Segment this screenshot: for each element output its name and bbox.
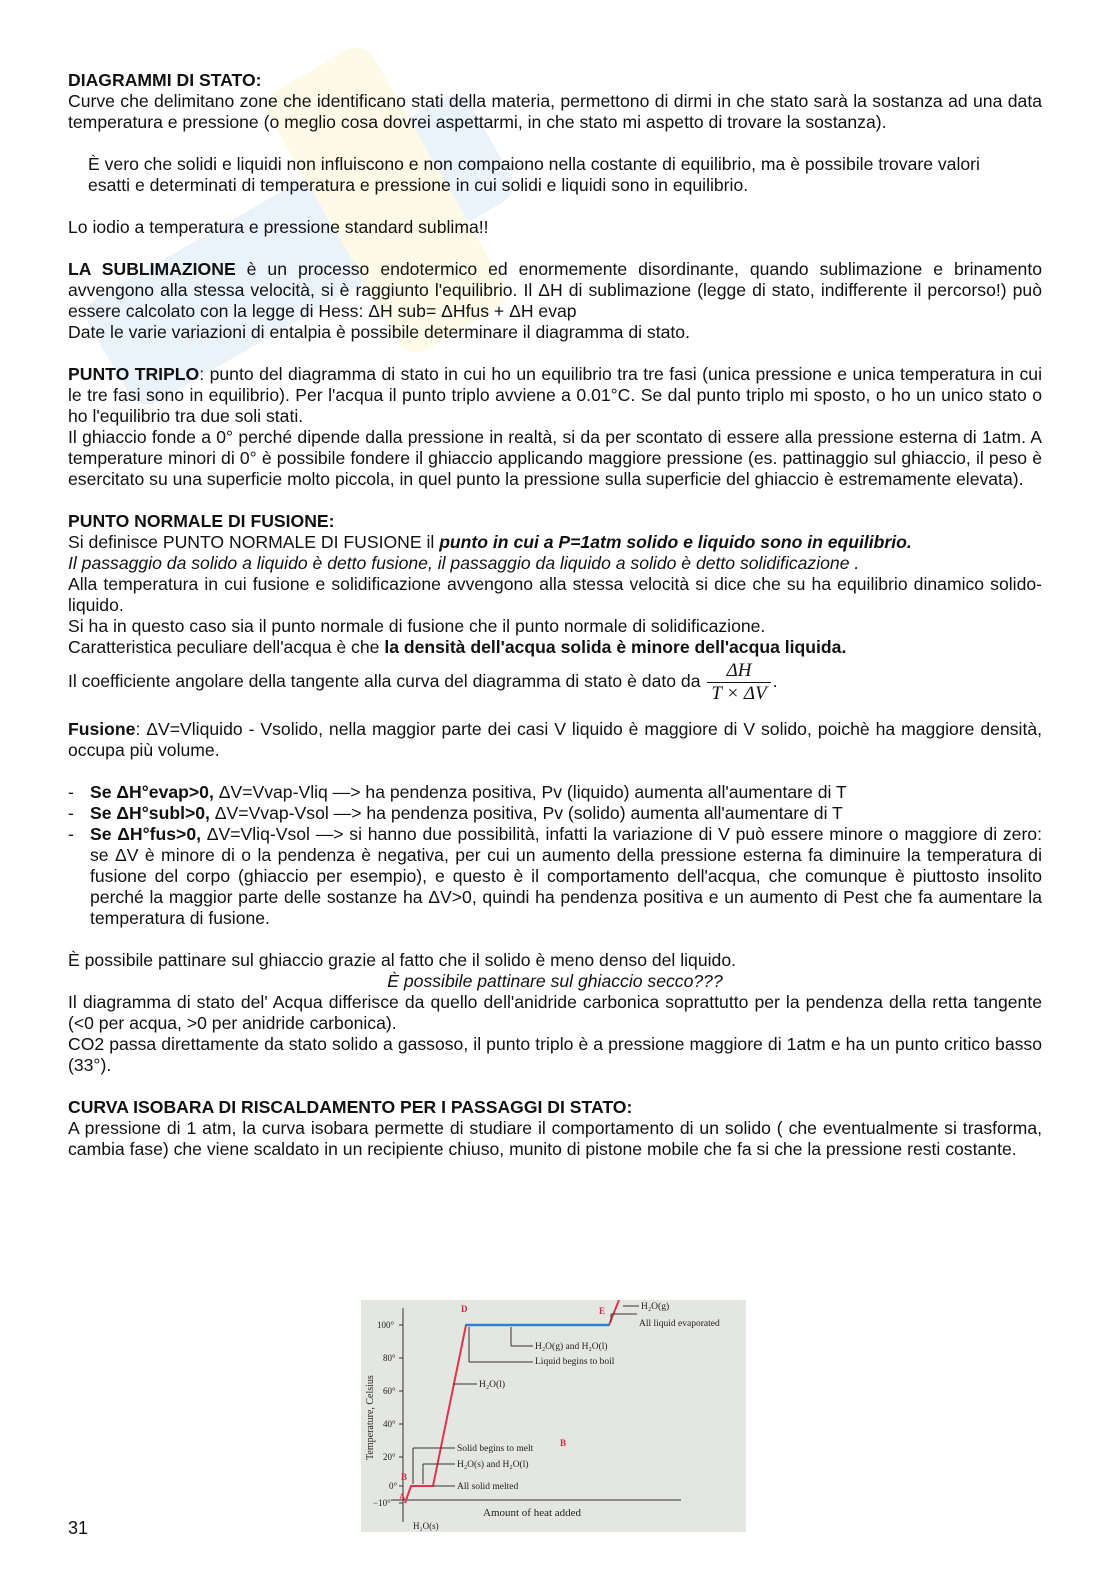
label-solid-melt: Solid begins to melt xyxy=(457,1444,534,1454)
point-e: E xyxy=(599,1306,606,1316)
label-h2o-s: H₂O(s) xyxy=(413,1521,439,1531)
paragraph-sublimazione xyxy=(68,259,1042,322)
tick-label: 0° xyxy=(389,1481,398,1491)
annotations xyxy=(413,1301,720,1492)
peculiar-bold: la densità dell'acqua solida è minore dell'acqua liquida. xyxy=(384,637,847,657)
tick-label: 60° xyxy=(383,1386,396,1396)
section-title-diagrammi: DIAGRAMMI DI STATO: xyxy=(68,70,262,90)
label-boil: Liquid begins to boil xyxy=(535,1357,615,1367)
page-content xyxy=(68,70,1042,1160)
tick-label: 40° xyxy=(383,1419,396,1429)
fusione-dv-text: : ΔV=Vliquido - Vsolido, nella maggior parte dei casi V liquido è maggiore di V solido, poichè ha maggiore densità, occupa più volume. xyxy=(68,719,1042,760)
point-b: B xyxy=(401,1472,408,1482)
paragraph-indented: È vero che solidi e liquidi non influiscono e non compaiono nella costante di equilibrio, ma è possibile trovare valori esatti e determinati di temperatura e pressione in cui solidi e liquidi sono in equilibrio. xyxy=(88,154,980,195)
bullet-text: ΔV=Vvap-Vliq —> ha pendenza positiva, Pv (liquido) aumenta all'aumentare di T xyxy=(213,782,847,802)
tick-label: 100° xyxy=(377,1320,395,1330)
list-item xyxy=(68,824,1042,929)
fusione-def-bold: punto in cui a P=1atm solido e liquido sono in equilibrio. xyxy=(439,532,912,552)
paragraph-triplo xyxy=(68,364,1042,427)
bullet-bold: Se ΔH°evap>0, xyxy=(90,782,214,802)
section-title-curva: CURVA ISOBARA DI RISCALDAMENTO PER I PASSAGGI DI STATO: xyxy=(68,1097,633,1117)
section-title-triplo: PUNTO TRIPLO xyxy=(68,364,200,384)
y-axis-label: Temperature, Celsius xyxy=(365,1375,376,1460)
fraction-end: . xyxy=(772,671,778,692)
label-s-and-l: H₂O(s) and H₂O(l) xyxy=(457,1460,529,1470)
peculiar-start: Caratteristica peculiare dell'acqua è che xyxy=(68,637,385,657)
paragraph-fusione-1: Alla temperatura in cui fusione e solidificazione avvengono alla stessa velocità si dice che su ha equilibrio dinamico solido-liquido. xyxy=(68,574,1042,615)
paragraph-pattinare-italic: È possibile pattinare sul ghiaccio secco??? xyxy=(387,971,723,991)
fusione-dv-label: Fusione xyxy=(68,719,136,739)
heating-curve-figure xyxy=(361,1300,746,1532)
coeff-text: Il coefficiente angolare della tangente alla curva del diagramma di stato è dato da xyxy=(68,671,701,692)
triplo-text: : punto del diagramma di stato in cui ho un equilibrio tra tre fasi (unica pressione e unica temperatura in cui le tre fasi sono in equilibrio). Per l'acqua il punto triplo avviene a 0.01°C. Se dal punto triplo mi sposto, o ho un unico stato o ho l'equilibrio tra due soli stati. xyxy=(68,364,1042,426)
fraction-denominator: T × ΔV xyxy=(711,683,767,704)
paragraph-iodio: Lo iodio a temperatura e pressione standard sublima!! xyxy=(68,217,489,237)
paragraph-diagrammi: Curve che delimitano zone che identificano stati della materia, permettono di dirmi in che stato sarà la sostanza ad una data temperatura e pressione (o meglio cosa dovrei aspettarmi, in che stato mi aspetto di trovare la sostanza). xyxy=(68,91,1042,132)
sublimazione-text: è un processo endotermico ed enormemente disordinante, quando sublimazione e brinamento avvengono alla stessa velocità, si è raggiunto l'equilibrio. Il ΔH di sublimazione (legge di stato, indifferente il percorso!) può essere calcolato con la legge di Hess: ΔH sub= ΔHfus + ΔH evap xyxy=(68,259,1042,321)
fusione-def-start: Si definisce PUNTO NORMALE DI FUSIONE il xyxy=(68,532,440,552)
paragraph-sublimazione-2: Date le varie variazioni di entalpia è possibile determinare il diagramma di stato. xyxy=(68,322,690,342)
paragraph-peculiar xyxy=(68,637,1042,658)
x-axis-label: Amount of heat added xyxy=(483,1507,582,1519)
label-h2o-l: H₂O(l) xyxy=(479,1380,505,1390)
tick-label: 20° xyxy=(383,1452,396,1462)
paragraph-fusione-def xyxy=(68,532,1042,553)
label-all-evap: All liquid evaporated xyxy=(639,1319,720,1329)
tick-label: −10° xyxy=(373,1498,391,1508)
point-labels xyxy=(399,1304,605,1502)
y-ticks xyxy=(373,1320,403,1508)
paragraph-fusione-italic: Il passaggio da solido a liquido è detto fusione, il passaggio da liquido a solido è detto solidificazione . xyxy=(68,553,860,573)
page-number: 31 xyxy=(68,1518,89,1538)
bullet-bold: Se ΔH°fus>0, xyxy=(90,824,201,844)
label-h2o-g: H₂O(g) xyxy=(641,1302,670,1312)
bullet-text: ΔV=Vliq-Vsol —> si hanno due possibilità, infatti la variazione di V può essere minore o maggiore di zero: se ΔV è minore di o la pendenza è negativa, per cui un aumento della pressione esterna fa diminuire la temperatura di fusione del corpo (ghiaccio per esempio), e questo è il comportamento dell'acqua, che comunque è piuttosto insolito perché la maggior parte delle sostanze ha ΔV>0, quindi ha pendenza positiva e un aumento di Pest che fa aumentare la temperatura di fusione. xyxy=(90,824,1042,928)
paragraph-pattinare-3: CO2 passa direttamente da stato solido a gassoso, il punto triplo è a pressione maggiore di 1atm e ha un punto critico basso (33°). xyxy=(68,1034,1042,1075)
paragraph-fusione-2: Si ha in questo caso sia il punto normale di fusione che il punto normale di solidificazione. xyxy=(68,616,766,636)
tick-label: 80° xyxy=(383,1353,396,1363)
point-b2: B xyxy=(560,1438,567,1448)
formula-fraction xyxy=(707,660,770,705)
fraction-numerator: ΔH xyxy=(707,660,770,683)
section-title-fusione: PUNTO NORMALE DI FUSIONE: xyxy=(68,511,335,531)
label-g-and-l: H₂O(g) and H₂O(l) xyxy=(535,1342,608,1352)
list-item xyxy=(68,782,1042,803)
paragraph-triplo-2: Il ghiaccio fonde a 0° perché dipende dalla pressione in realtà, si da per scontato di essere alla pressione esterna di 1atm. A temperature minori di 0° è possibile fondere il ghiaccio applicando maggiore pressione (es. pattinaggio sul ghiaccio, il peso è esercitato su una superficie molto piccola, in quel punto la pressione sulla superficie del ghiaccio è estremamente elevata). xyxy=(68,427,1042,489)
heating-curve-svg xyxy=(361,1300,746,1532)
paragraph-pattinare-2: Il diagramma di stato del' Acqua differisce da quello dell'anidride carbonica soprattutto per la pendenza della retta tangente (<0 per acqua, >0 per anidride carbonica). xyxy=(68,992,1042,1033)
point-a: A xyxy=(399,1492,406,1502)
section-title-sublimazione: LA SUBLIMAZIONE xyxy=(68,259,236,279)
bullet-bold: Se ΔH°subl>0, xyxy=(90,803,210,823)
bullet-list xyxy=(68,782,1042,929)
paragraph-fusione-dv xyxy=(68,719,1042,761)
list-item xyxy=(68,803,1042,824)
paragraph-curva: A pressione di 1 atm, la curva isobara permette di studiare il comportamento di un solido ( che eventualmente si trasforma, cambia fase) che viene scaldato in un recipiente chiuso, munito di pistone mobile che fa si che la pressione resti costante. xyxy=(68,1118,1042,1159)
paragraph-pattinare: È possibile pattinare sul ghiaccio grazie al fatto che il solido è meno denso del liquido. xyxy=(68,950,736,970)
label-all-melted: All solid melted xyxy=(457,1482,519,1492)
paragraph-coeff xyxy=(68,660,1042,705)
heating-curve-line xyxy=(405,1300,619,1503)
bullet-text: ΔV=Vvap-Vsol —> ha pendenza positiva, Pv (solido) aumenta all'aumentare di T xyxy=(209,803,843,823)
point-d: D xyxy=(461,1304,468,1314)
